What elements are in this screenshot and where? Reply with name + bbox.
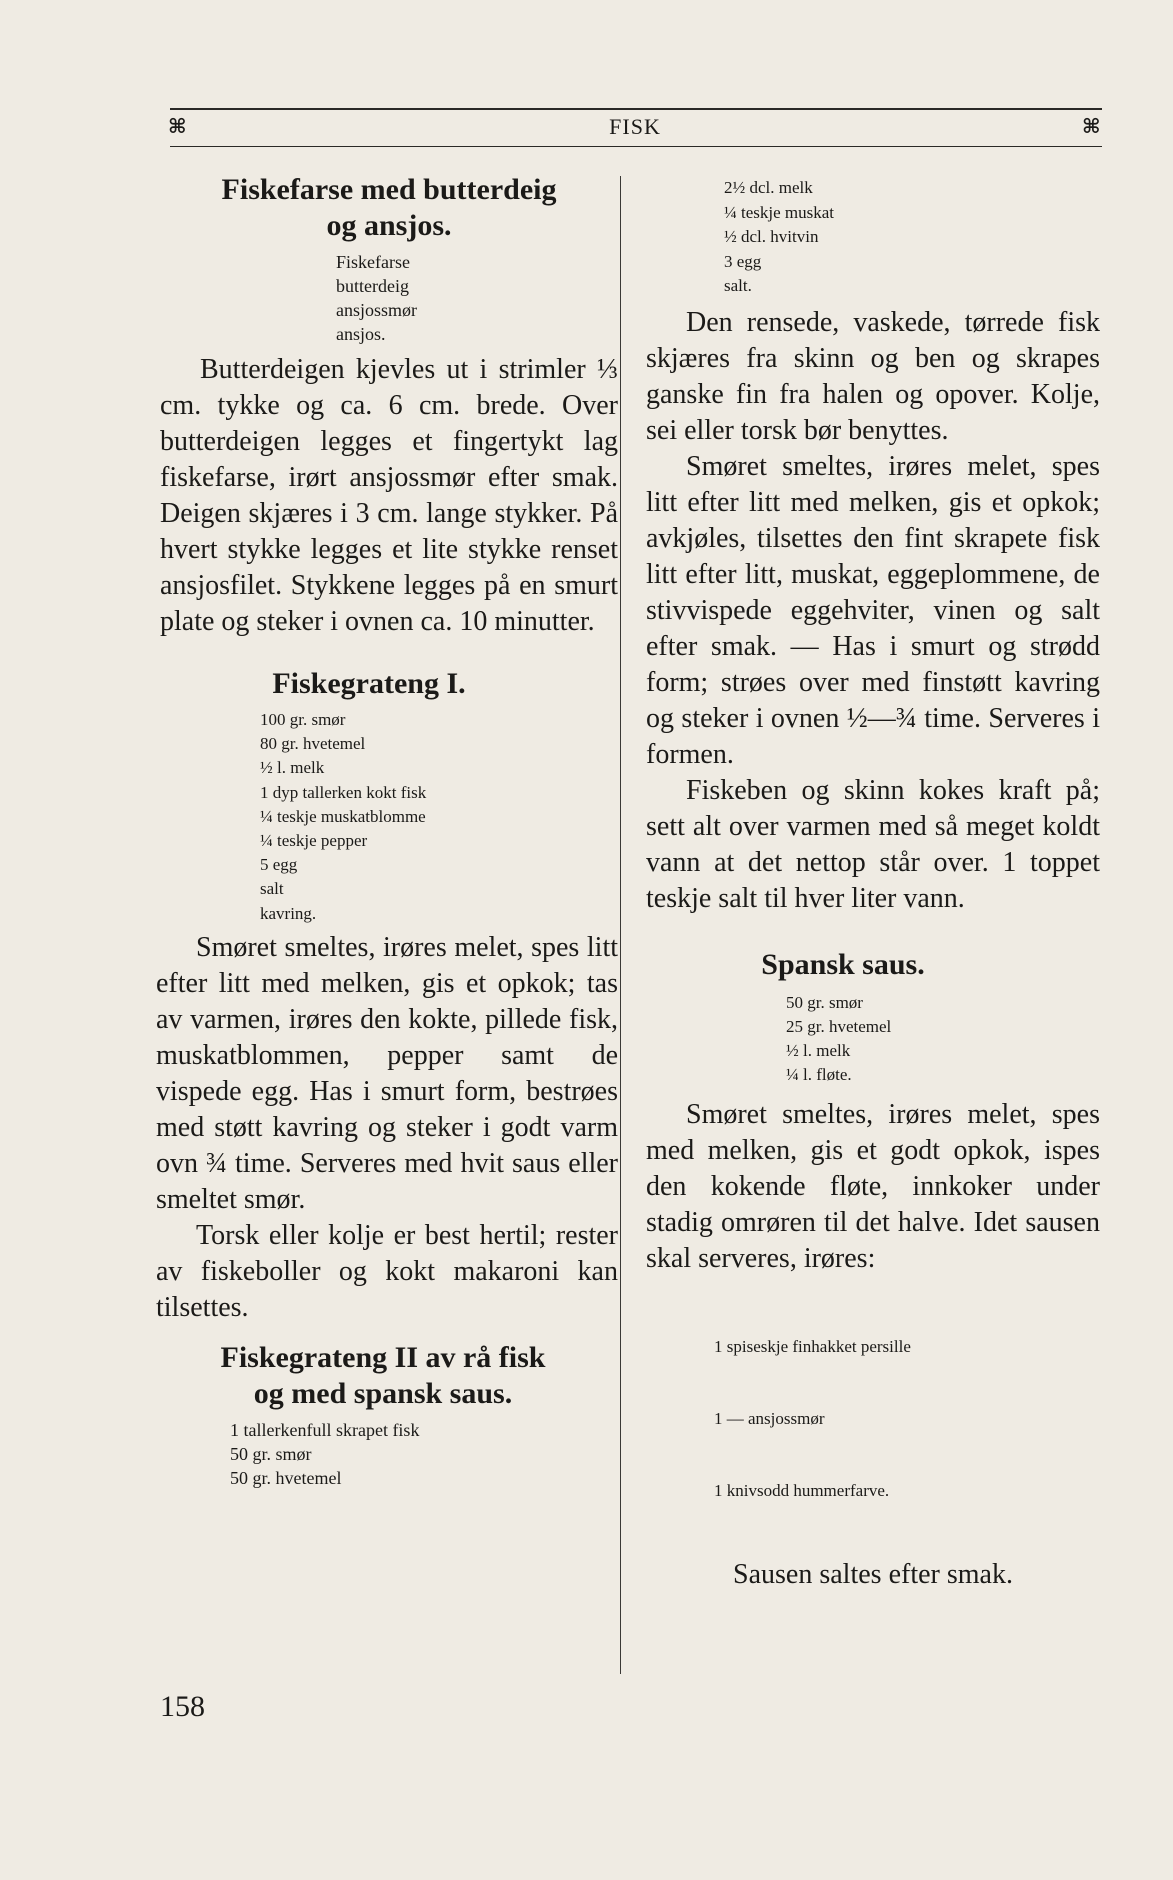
ingredient-item: ¼ teskje muskat [724,202,835,222]
recipe-title-spansk-saus: Spansk saus. [761,947,925,981]
ingredient-item: 50 gr. smør [230,1443,312,1464]
recipe-instructions-fiskegrateng-2-part-1: Den rensede, vaskede, tørrede fisk skjæres fra skinn og ben og skrapes ganske fin fra halen og opover. Kolje, sei eller torsk bør benyttes. [646,306,1100,446]
recipe-title-line-2: og ansjos. [326,209,452,242]
ingredient-list-fiskegrateng-2-cont [724,176,1100,299]
ingredient-item: 1 spiseskje finhakket persille [714,1336,911,1356]
ingredient-item: 3 egg [724,251,762,271]
ingredient-list-fiskegrateng-1 [260,708,618,926]
ingredient-item: 50 gr. smør [786,992,863,1012]
right-column [646,170,1100,1593]
recipe-note-fiskegrateng-1: Torsk eller kolje er best hertil; rester av fiskeboller og kokt makaroni kan tilsettes. [156,1219,618,1323]
recipe-title-line-1: Fiskegrateng II av rå fisk [220,1340,546,1374]
recipe-instructions-fiskegrateng-2-part-2: Smøret smeltes, irøres melet, spes litt efter litt med melken, gis et opkok; avkjøles, tilsettes den fint skrapete fisk litt efter litt, muskat, eggeplommene, de stivvispede eggehviter, vinen og salt efter smak. — Has i smurt og strødd form; strøes over med finstøtt kavring og steker i ovnen ½—¾ time. Serveres i formen. [646,450,1100,770]
ingredient-item: salt. [724,276,752,295]
ingredient-item: 80 gr. hvetemel [260,734,366,754]
ingredient-list-fiskefarse [336,250,618,346]
ingredient-item: 50 gr. hvetemel [230,1467,342,1488]
ingredient-item: ½ dcl. hvitvin [724,227,819,246]
ingredient-item: ¼ l. fløte. [786,1064,852,1084]
recipe-instructions-fiskegrateng-1: Smøret smeltes, irøres melet, spes litt efter litt med melken, gis et opkok; tas av varmen, irøres den kokte, pillede fisk, muskatblommen, pepper samt de vispede egg. Has i smurt form, bestrøes med støtt kavring og steker i godt varm ovn ¾ time. Serveres med hvit saus eller smeltet smør. [156,931,618,1215]
ingredient-item: ½ l. melk [786,1040,851,1060]
recipe-closing-spansk-saus: Sausen saltes efter smak. [733,1558,1013,1590]
running-header: FISK [609,114,661,139]
ingredient-item: ansjos. [336,324,386,344]
column-divider [620,176,621,1674]
ingredient-item: kavring. [260,903,317,923]
ingredient-list-fiskegrateng-2 [230,1418,618,1490]
ingredient-item: ¼ teskje muskatblomme [260,806,426,826]
ingredient-item: ½ l. melk [260,758,325,778]
left-column [156,170,618,1490]
recipe-title-line-1: Fiskefarse med butterdeig [221,173,557,206]
ingredient-item: 100 gr. smør [260,710,346,729]
ingredient-item: 5 egg [260,855,298,875]
page-number: 158 [160,1690,205,1723]
ingredient-item: ¼ teskje pepper [260,831,368,851]
recipe-instructions-spansk-saus: Smøret smeltes, irøres melet, spes med melken, gis et godt opkok, ispes den kokende fløte, innkoker under stadig omrøren til det halve. Idet sausen skal serveres, irøres: [646,1098,1100,1274]
ingredient-item: Fiskefarse [336,252,410,272]
ingredient-item: 1 — ansjossmør [714,1408,825,1428]
ornament-icon-left: ⌘ [168,114,187,138]
header-rule-top [170,108,1102,110]
header-rule-bottom [170,146,1102,147]
recipe-title-fiskegrateng-2 [148,1340,618,1412]
recipe-instructions-fiskefarse: Butterdeigen kjevles ut i strimler ⅓ cm. tykke og ca. 6 cm. brede. Over butterdeigen legges et fingertykt lag fiskefarse, irørt ansjossmør efter smak. Deigen skjæres i 3 cm. lange stykker. På hvert stykke legges et lite stykke renset ansjosfilet. Stykkene legges på en smurt plate og steker i ovnen ca. 10 minutter. [160,354,618,637]
ingredient-item: 1 dyp tallerken kokt fisk [260,782,427,802]
ingredient-item: ansjossmør [336,300,417,320]
ingredient-item: 1 knivsodd hummerfarve. [714,1480,890,1500]
ingredient-list-spansk-saus-additions [714,1287,1100,1551]
recipe-instructions-fiskegrateng-2-part-3: Fiskeben og skinn kokes kraft på; sett alt over varmen med så meget koldt vann at det nettop står over. 1 toppet teskje salt til hver liter vann. [646,774,1100,914]
recipe-title-line-2: og med spansk saus. [253,1376,513,1410]
recipe-title-fiskegrateng-1: Fiskegrateng I. [272,667,466,700]
ingredient-item: 2½ dcl. melk [724,178,813,197]
ingredient-item: 1 tallerkenfull skrapet fisk [230,1419,420,1440]
ornament-icon-right: ⌘ [1082,114,1101,138]
ingredient-item: 25 gr. hvetemel [786,1016,892,1036]
ingredient-item: butterdeig [336,276,409,296]
recipe-title-fiskefarse [160,172,618,244]
ingredient-item: salt [260,879,284,899]
ingredient-list-spansk-saus [786,991,1100,1087]
